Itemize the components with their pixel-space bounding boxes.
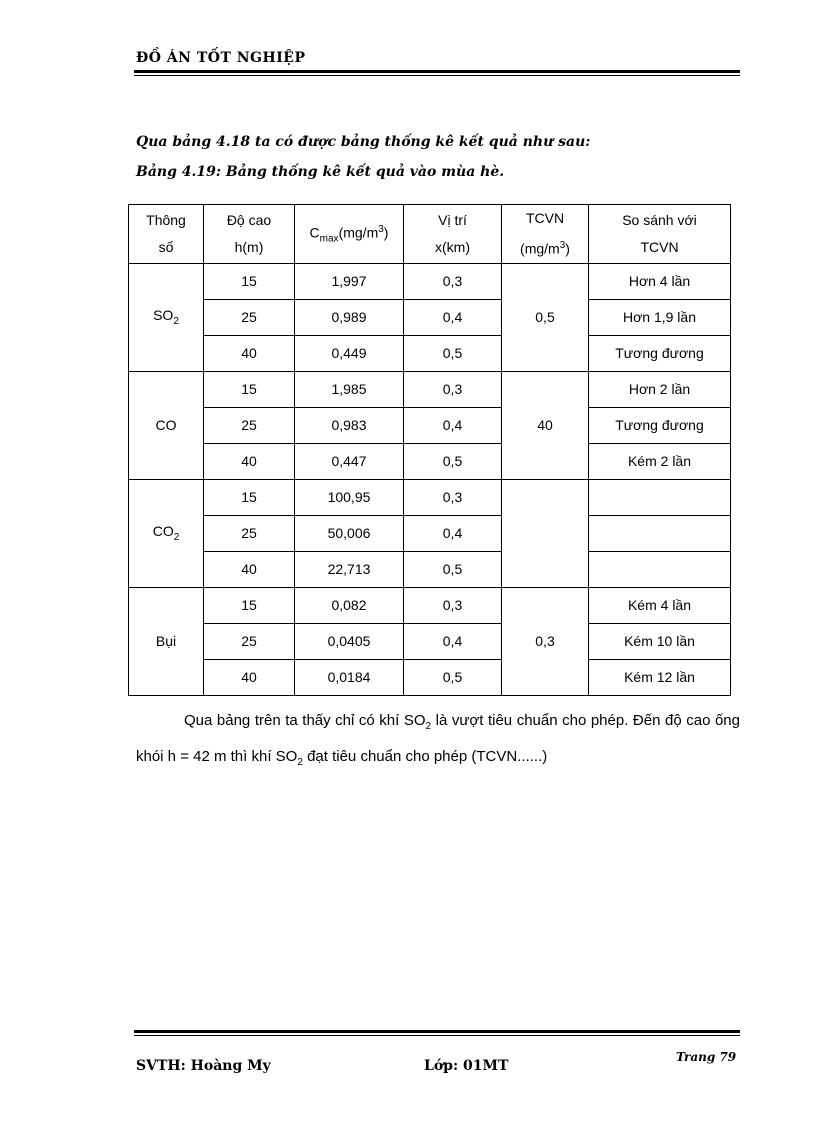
- position-cell: 0,5: [404, 659, 502, 695]
- position-cell: 0,3: [404, 479, 502, 515]
- height-cell: 15: [204, 371, 295, 407]
- cmax-cell: 0,449: [295, 335, 404, 371]
- cmax-cell: 0,447: [295, 443, 404, 479]
- height-cell: 15: [204, 263, 295, 299]
- cmax-cell: 0,983: [295, 407, 404, 443]
- cmax-cell: 0,082: [295, 587, 404, 623]
- parameter-cell: $CO_2$: [129, 479, 204, 587]
- table-row: [129, 371, 731, 407]
- tcvn-cell: 0,3: [502, 587, 589, 695]
- comparison-cell: Kém 12 lần: [589, 659, 731, 695]
- height-cell: 25: [204, 515, 295, 551]
- table-row: [129, 587, 731, 623]
- comparison-cell: Hơn 2 lần: [589, 371, 731, 407]
- header-rule-thick: [134, 70, 740, 73]
- header-comparison: So sánh với TCVN: [589, 205, 731, 264]
- cmax-cell: 1,997: [295, 263, 404, 299]
- position-cell: 0,5: [404, 551, 502, 587]
- tcvn-cell: 40: [502, 371, 589, 479]
- tcvn-cell: [502, 479, 589, 587]
- height-cell: 15: [204, 587, 295, 623]
- table-row: [129, 443, 731, 479]
- cmax-cell: 0,0405: [295, 623, 404, 659]
- header-height: Độ cao h(m): [204, 205, 295, 264]
- tcvn-cell: 0,5: [502, 263, 589, 371]
- height-cell: 25: [204, 623, 295, 659]
- cmax-cell: 100,95: [295, 479, 404, 515]
- header-tcvn: TCVN $(mg/m^3)$: [502, 205, 589, 264]
- comparison-cell: Kém 2 lần: [589, 443, 731, 479]
- cmax-cell: 0,0184: [295, 659, 404, 695]
- position-cell: 0,4: [404, 623, 502, 659]
- comparison-cell: Kém 10 lần: [589, 623, 731, 659]
- height-cell: 40: [204, 443, 295, 479]
- table-caption: Bảng 4.19: Bảng thống kê kết quả vào mùa hè.: [136, 164, 505, 180]
- table-row: [129, 551, 731, 587]
- parameter-cell: Bụi: [129, 587, 204, 695]
- height-cell: 25: [204, 299, 295, 335]
- footer-rule-thick: [134, 1030, 740, 1033]
- position-cell: 0,3: [404, 371, 502, 407]
- page-number: Trang 79: [676, 1050, 737, 1064]
- comparison-cell: Tương đương: [589, 335, 731, 371]
- header-parameter: Thông số: [129, 205, 204, 264]
- header-position: Vị trí x(km): [404, 205, 502, 264]
- table-row: [129, 623, 731, 659]
- table-row: [129, 515, 731, 551]
- conclusion-paragraph: Qua bảng trên ta thấy chỉ có khí $SO_2$ là vượt tiêu chuẩn cho phép. Đến độ cao ống khói h = 42 m thì khí $SO_2$ đạt tiêu chuẩn cho phép (TCVN......): [136, 712, 740, 768]
- cmax-cell: 1,985: [295, 371, 404, 407]
- footer-class: Lớp: 01MT: [424, 1058, 509, 1074]
- position-cell: 0,3: [404, 587, 502, 623]
- table-row: [129, 299, 731, 335]
- table-row: [129, 479, 731, 515]
- height-cell: 40: [204, 335, 295, 371]
- position-cell: 0,4: [404, 515, 502, 551]
- header-cmax: $C_{max}(mg/m^3)$: [295, 205, 404, 264]
- table-row: [129, 335, 731, 371]
- height-cell: 40: [204, 659, 295, 695]
- table-row: [129, 263, 731, 299]
- parameter-cell: $SO_2$: [129, 263, 204, 371]
- table-row: [129, 407, 731, 443]
- comparison-cell: Kém 4 lần: [589, 587, 731, 623]
- height-cell: 40: [204, 551, 295, 587]
- position-cell: 0,3: [404, 263, 502, 299]
- intro-line: Qua bảng 4.18 ta có được bảng thống kê kết quả như sau:: [136, 134, 591, 150]
- comparison-cell: Tương đương: [589, 407, 731, 443]
- header-rule-thin: [134, 75, 740, 76]
- comparison-cell: [589, 551, 731, 587]
- table-header-row: [129, 205, 731, 264]
- position-cell: 0,4: [404, 299, 502, 335]
- comparison-cell: [589, 479, 731, 515]
- cmax-cell: 0,989: [295, 299, 404, 335]
- height-cell: 25: [204, 407, 295, 443]
- results-table: [128, 204, 731, 696]
- footer-student: SVTH: Hoàng My: [136, 1058, 271, 1074]
- height-cell: 15: [204, 479, 295, 515]
- footer-rule-thin: [134, 1035, 740, 1036]
- cmax-cell: 50,006: [295, 515, 404, 551]
- document-header-title: ĐỒ ÁN TỐT NGHIỆP: [136, 50, 306, 66]
- comparison-cell: Hơn 1,9 lần: [589, 299, 731, 335]
- parameter-cell: CO: [129, 371, 204, 479]
- table-row: [129, 659, 731, 695]
- cmax-cell: 22,713: [295, 551, 404, 587]
- comparison-cell: Hơn 4 lần: [589, 263, 731, 299]
- comparison-cell: [589, 515, 731, 551]
- position-cell: 0,5: [404, 335, 502, 371]
- position-cell: 0,5: [404, 443, 502, 479]
- position-cell: 0,4: [404, 407, 502, 443]
